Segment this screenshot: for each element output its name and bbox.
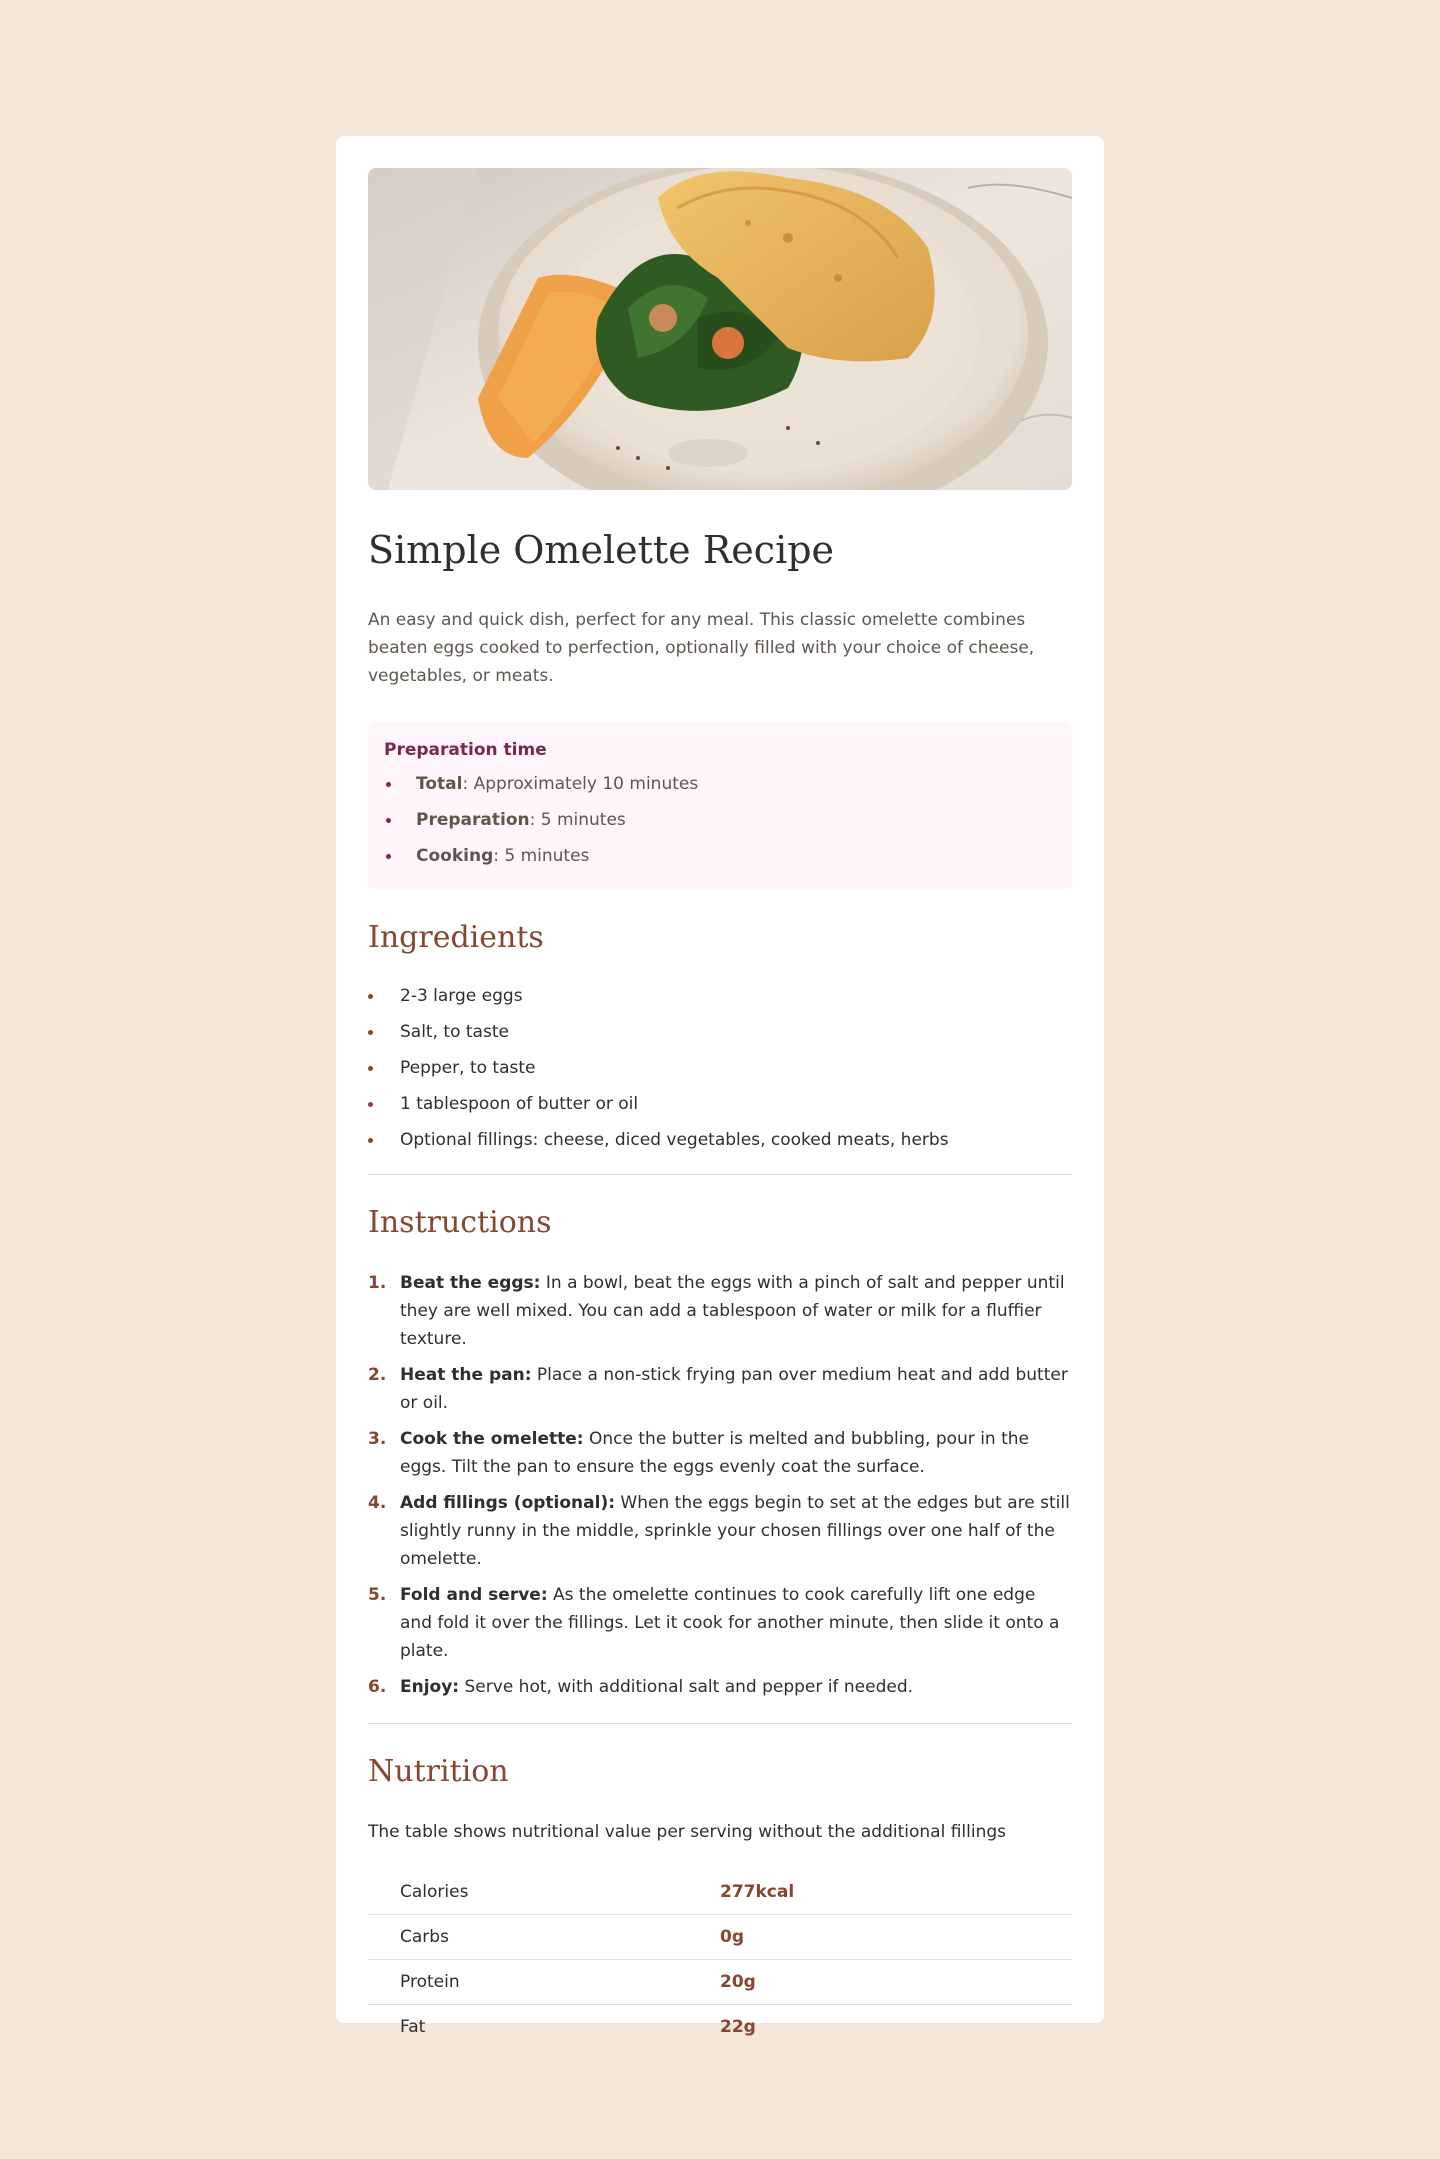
nutrition-row-calories [368, 1870, 1072, 1915]
nutrition-value: 22g [720, 2016, 756, 2037]
step-title: Cook the omelette: [400, 1428, 584, 1449]
step-number: 5. [368, 1584, 387, 1605]
preparation-item-cooking [384, 844, 1056, 868]
step-text: When the eggs begin to set at the edges but are still slightly runny in the middle, sprinkle your chosen fillings over one half of the omelette. [400, 1492, 1070, 1569]
preparation-item-label: Preparation [416, 809, 530, 830]
nutrition-label: Carbs [368, 1914, 688, 1959]
step-number: 1. [368, 1272, 387, 1293]
recipe-title: Simple Omelette Recipe [368, 528, 835, 572]
step-text: Place a non-stick frying pan over medium heat and add butter or oil. [400, 1364, 1068, 1413]
ingredient-item: Optional fillings: cheese, diced vegetables, cooked meats, herbs [368, 1128, 1072, 1152]
instruction-step [368, 1581, 1072, 1665]
instructions-heading: Instructions [368, 1204, 552, 1240]
nutrition-description: The table shows nutritional value per serving without the additional fillings [368, 1821, 1006, 1842]
preparation-item-total [384, 772, 1056, 796]
step-text: Once the butter is melted and bubbling, pour in the eggs. Tilt the pan to ensure the eggs evenly coat the surface. [400, 1428, 1029, 1477]
divider [368, 1723, 1072, 1724]
omelette-image [368, 168, 1072, 490]
ingredients-section [368, 920, 1072, 1152]
step-title: Beat the eggs: [400, 1272, 541, 1293]
nutrition-heading: Nutrition [368, 1753, 509, 1789]
ingredients-heading: Ingredients [368, 919, 544, 955]
step-text: Serve hot, with additional salt and pepper if needed. [459, 1676, 914, 1697]
step-number: 4. [368, 1492, 387, 1513]
nutrition-row-carbs [368, 1914, 1072, 1959]
preparation-item-value: : 5 minutes [529, 809, 626, 830]
divider [368, 1174, 1072, 1175]
step-number: 6. [368, 1676, 387, 1697]
preparation-item-value: : 5 minutes [493, 845, 590, 866]
preparation-item-label: Cooking [416, 845, 494, 866]
nutrition-value: 0g [688, 1914, 1072, 1959]
preparation-item-label: Total [416, 773, 463, 794]
preparation-heading: Preparation time [384, 739, 547, 760]
instruction-step [368, 1269, 1072, 1353]
step-title: Add fillings (optional): [400, 1492, 616, 1513]
nutrition-label: Fat [400, 2016, 426, 2037]
preparation-box [368, 722, 1072, 890]
step-text: As the omelette continues to cook carefully lift one edge and fold it over the fillings. Let it cook for another minute, then slide it onto a plate. [400, 1584, 1060, 1661]
step-title: Enjoy: [400, 1676, 460, 1697]
nutrition-value: 277kcal [688, 1870, 1072, 1915]
nutrition-label: Protein [368, 1959, 688, 2004]
nutrition-table [368, 1870, 1072, 2049]
ingredient-item: Pepper, to taste [368, 1056, 1072, 1080]
preparation-list [384, 772, 1056, 868]
step-text: In a bowl, beat the eggs with a pinch of salt and pepper until they are well mixed. You can add a tablespoon of water or milk for a fluffier texture. [400, 1272, 1065, 1349]
instruction-step [368, 1361, 1072, 1417]
step-title: Heat the pan: [400, 1364, 532, 1385]
step-number: 3. [368, 1428, 387, 1449]
instruction-step [368, 1489, 1072, 1573]
preparation-item-value: : Approximately 10 minutes [462, 773, 699, 794]
nutrition-row-fat [368, 2004, 1072, 2049]
nutrition-row-protein [368, 1959, 1072, 2004]
instruction-step [368, 1425, 1072, 1481]
recipe-intro: An easy and quick dish, perfect for any meal. This classic omelette combines beaten eggs cooked to perfection, optionally filled with your choice of cheese, vegetables, or meats. [368, 609, 1035, 686]
recipe-card [336, 136, 1104, 2037]
nutrition-label: Calories [368, 1870, 688, 1915]
ingredient-item: 1 tablespoon of butter or oil [368, 1092, 1072, 1116]
preparation-item-prep [384, 808, 1056, 832]
ingredient-item: Salt, to taste [368, 1020, 1072, 1044]
step-number: 2. [368, 1364, 387, 1385]
nutrition-value: 20g [688, 1959, 1072, 2004]
instructions-list [368, 1269, 1072, 1701]
instruction-step [368, 1673, 1072, 1701]
step-title: Fold and serve: [400, 1584, 548, 1605]
ingredient-item: 2-3 large eggs [368, 984, 1072, 1008]
ingredients-list [368, 984, 1072, 1152]
instructions-section [368, 1205, 1072, 1701]
nutrition-section [368, 1754, 1072, 2049]
